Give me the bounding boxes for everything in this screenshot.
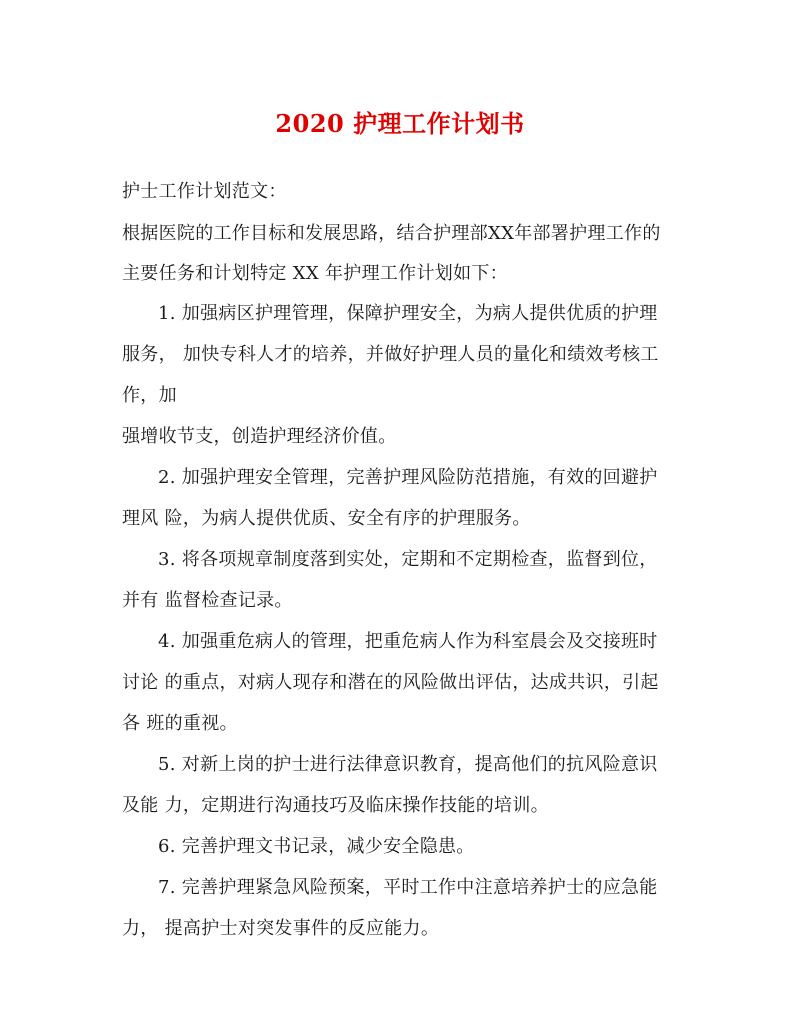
text-line: 力， 提高护士对突发事件的反应能力。 <box>122 918 440 939</box>
text-line: 作，加 <box>122 385 177 406</box>
text-line: 6. 完善护理文书记录，减少安全隐患。 <box>158 836 475 857</box>
text-line: 各 班的重视。 <box>122 713 238 734</box>
text-line: 讨论 的重点，对病人现存和潜在的风险做出评估，达成共识，引起 <box>122 672 659 693</box>
document-title: 2020 护理工作计划书 <box>275 109 525 138</box>
text-line: 4. 加强重危病人的管理，把重危病人作为科室晨会及交接班时 <box>158 631 658 652</box>
text-line: 1. 加强病区护理管理，保障护理安全，为病人提供优质的护理 <box>158 303 658 324</box>
text-line: 3. 将各项规章制度落到实处，定期和不定期检查，监督到位， <box>158 549 658 570</box>
text-line: 5. 对新上岗的护士进行法律意识教育，提高他们的抗风险意识 <box>158 754 658 775</box>
text-line: 2. 加强护理安全管理，完善护理风险防范措施，有效的回避护 <box>158 467 658 488</box>
text-line: 根据医院的工作目标和发展思路，结合护理部XX年部署护理工作的 <box>122 223 661 244</box>
text-line: 服务， 加快专科人才的培养，并做好护理人员的量化和绩效考核工 <box>122 344 659 365</box>
text-line: 理风 险，为病人提供优质、安全有序的护理服务。 <box>122 508 531 529</box>
text-line: 强增收节支，创造护理经济价值。 <box>122 426 397 447</box>
text-line: 并有 监督检查记录。 <box>122 590 293 611</box>
text-line: 及能 力，定期进行沟通技巧及临床操作技能的培训。 <box>122 795 549 816</box>
text-line: 护士工作计划范文： <box>122 181 287 202</box>
text-line: 主要任务和计划特定 XX 年护理工作计划如下： <box>122 263 508 284</box>
text-line: 7. 完善护理紧急风险预案，平时工作中注意培养护士的应急能 <box>158 877 658 898</box>
